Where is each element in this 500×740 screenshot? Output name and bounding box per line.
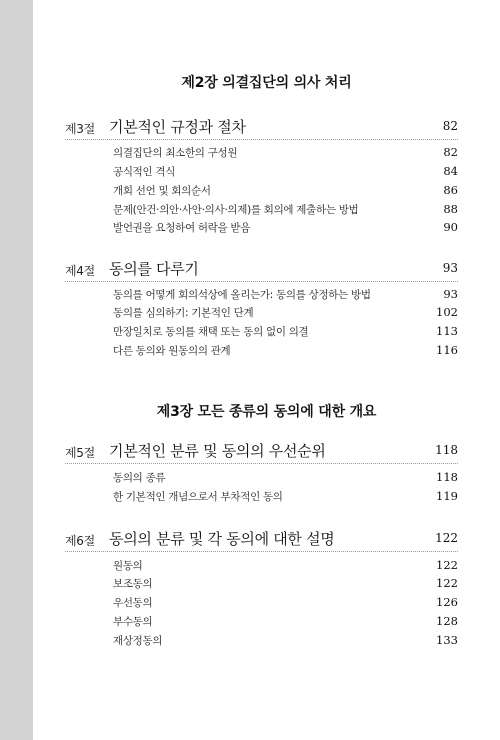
dotted-divider: [65, 551, 458, 552]
toc-item[interactable]: [33, 470, 500, 488]
item-page-number: 82: [443, 145, 458, 159]
item-page-number: 122: [436, 576, 458, 590]
item-label: 동의를 어떻게 회의석상에 올리는가: 동의를 상정하는 방법: [113, 289, 371, 301]
item-label: 문제(안건·의안·사안·의사·의제)를 회의에 제출하는 방법: [113, 204, 359, 216]
section-page-number: 122: [435, 531, 458, 545]
item-label: 보조동의: [113, 578, 153, 590]
toc-item[interactable]: [33, 220, 500, 238]
toc-item[interactable]: [33, 305, 500, 323]
chapter-title: 제3장 모든 종류의 동의에 대한 개요: [156, 404, 377, 420]
section-title: 기본적인 분류 및 동의의 우선순위: [109, 442, 326, 460]
section-title: 기본적인 규정과 절차: [109, 118, 246, 136]
item-page-number: 128: [436, 614, 458, 628]
toc-item[interactable]: [33, 202, 500, 220]
dotted-divider: [65, 463, 458, 464]
item-page-number: 86: [443, 183, 458, 197]
dotted-divider: [65, 139, 458, 140]
section-page-number: 82: [442, 119, 458, 133]
item-label: 재상정동의: [113, 635, 163, 647]
section-header[interactable]: [33, 528, 500, 550]
section-number: 제3절: [65, 122, 95, 136]
toc-item[interactable]: [33, 164, 500, 182]
item-label: 개회 선언 및 회의순서: [113, 185, 211, 197]
section-number: 제4절: [65, 264, 95, 278]
toc-section: [33, 258, 500, 357]
item-label: 우선동의: [113, 597, 153, 609]
toc-item[interactable]: [33, 183, 500, 201]
item-page-number: 118: [436, 470, 458, 484]
item-page-number: 113: [436, 324, 458, 338]
item-label: 동의의 종류: [113, 472, 166, 484]
dotted-divider: [65, 281, 458, 282]
item-label: 한 기본적인 개념으로서 부차적인 동의: [113, 491, 283, 503]
section-title: 동의를 다루기: [109, 260, 199, 278]
item-page-number: 88: [443, 202, 458, 216]
section-page-number: 118: [435, 443, 458, 457]
toc-page: [33, 0, 500, 740]
item-page-number: 119: [436, 489, 458, 503]
item-page-number: 90: [443, 220, 458, 234]
item-page-number: 133: [436, 633, 458, 647]
section-title: 동의의 분류 및 각 동의에 대한 설명: [109, 530, 335, 548]
item-label: 의결집단의 최소한의 구성원: [113, 147, 238, 159]
section-header[interactable]: [33, 116, 500, 138]
item-page-number: 126: [436, 595, 458, 609]
toc-section: [33, 440, 500, 503]
toc-item[interactable]: [33, 576, 500, 594]
item-label: 부수동의: [113, 616, 153, 628]
chapter-title: 제2장 의결집단의 의사 처리: [181, 75, 352, 91]
toc-item[interactable]: [33, 633, 500, 651]
toc-item[interactable]: [33, 614, 500, 632]
toc-item[interactable]: [33, 145, 500, 163]
section-header[interactable]: [33, 258, 500, 280]
toc-item[interactable]: [33, 595, 500, 613]
toc-item[interactable]: [33, 287, 500, 305]
item-label: 만장일치로 동의를 채택 또는 동의 없이 의결: [113, 326, 309, 338]
section-number: 제5절: [65, 446, 95, 460]
item-page-number: 84: [443, 164, 458, 178]
item-label: 동의를 심의하기: 기본적인 단계: [113, 307, 254, 319]
section-number: 제6절: [65, 534, 95, 548]
item-page-number: 116: [436, 343, 458, 357]
item-page-number: 102: [436, 305, 458, 319]
item-label: 다른 동의와 원동의의 관계: [113, 345, 231, 357]
toc-item[interactable]: [33, 558, 500, 576]
section-header[interactable]: [33, 440, 500, 462]
section-page-number: 93: [442, 261, 458, 275]
item-label: 공식적인 격식: [113, 166, 176, 178]
item-label: 발언권을 요청하여 허락을 받음: [113, 222, 251, 234]
toc-section: [33, 528, 500, 647]
item-label: 원동의: [113, 560, 143, 572]
item-page-number: 93: [443, 287, 458, 301]
toc-item[interactable]: [33, 489, 500, 507]
toc-item[interactable]: [33, 343, 500, 361]
page-edge-strip: [0, 0, 33, 740]
toc-section: [33, 116, 500, 234]
item-page-number: 122: [436, 558, 458, 572]
toc-item[interactable]: [33, 324, 500, 342]
